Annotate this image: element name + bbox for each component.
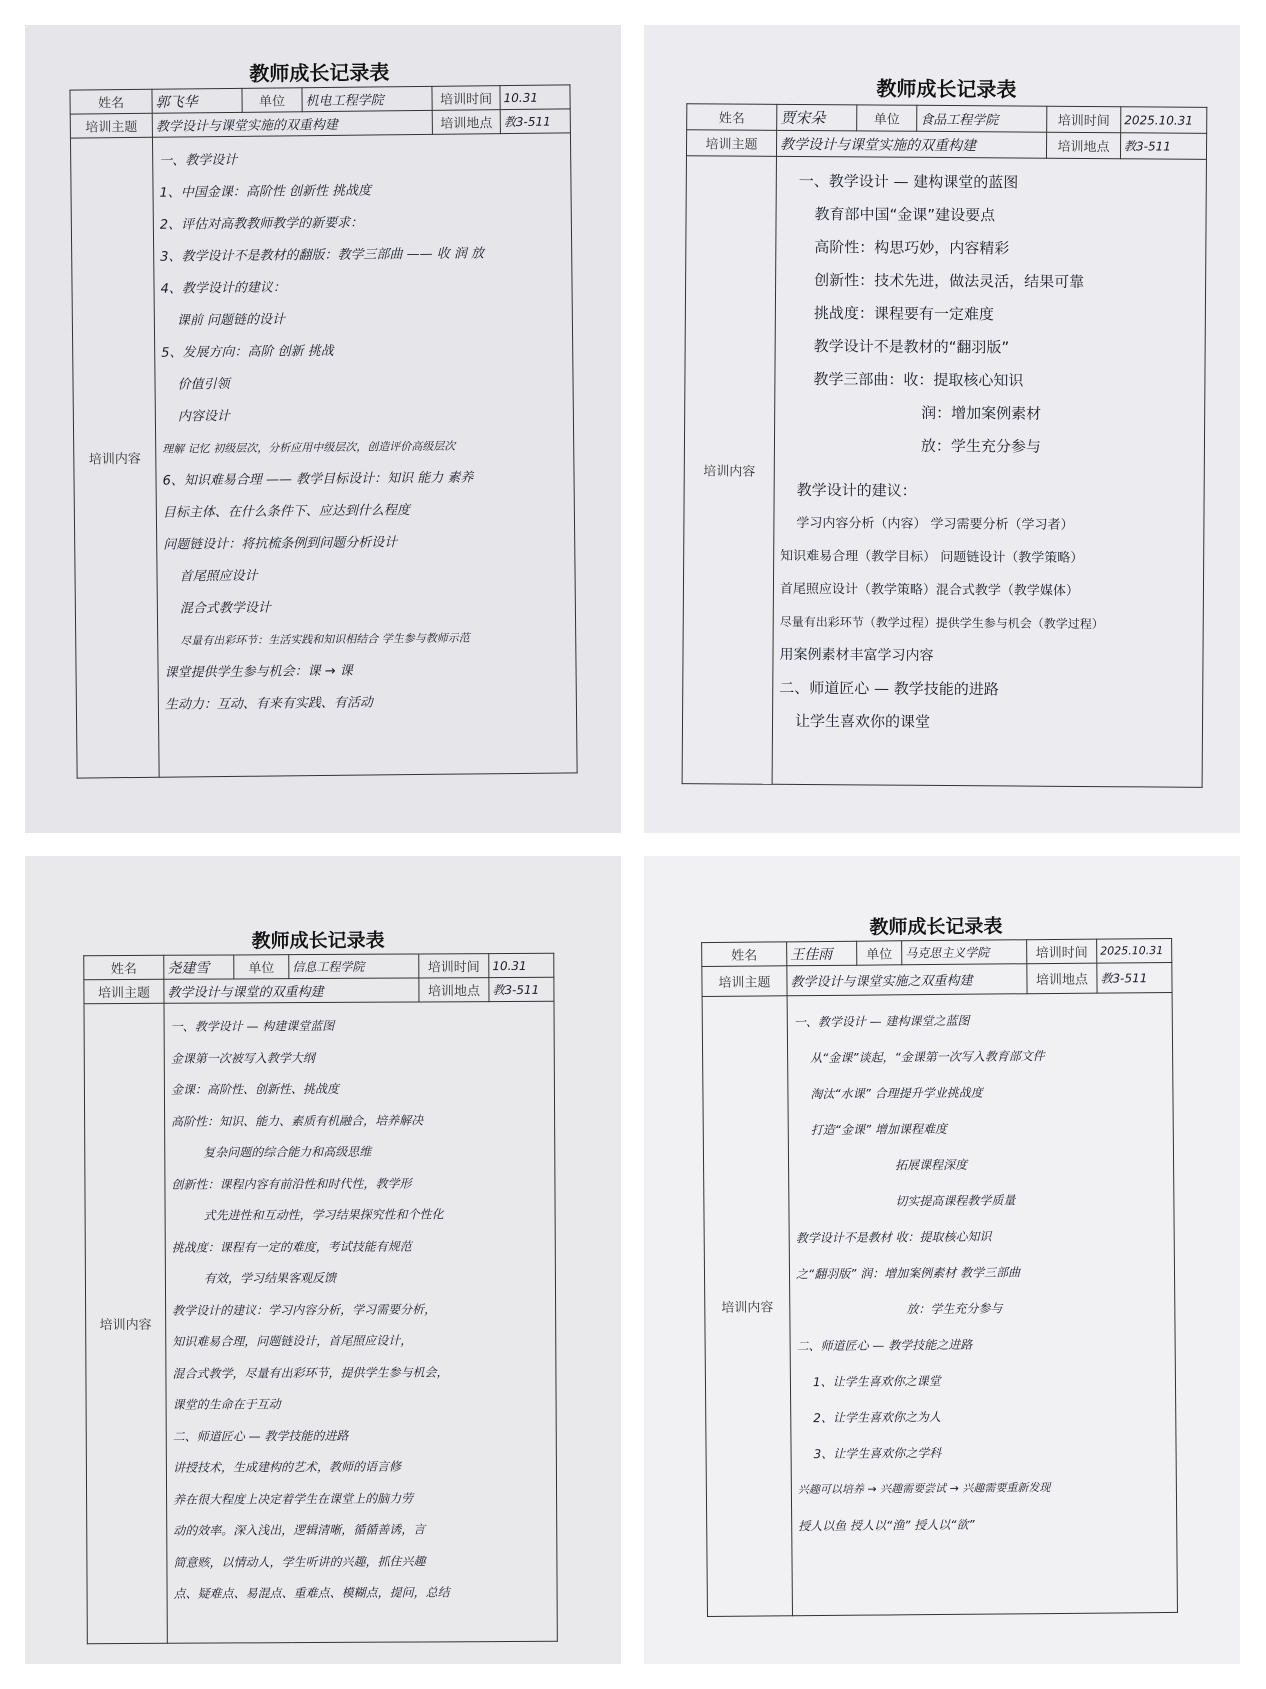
topic-value: 教学设计与课堂实施的双重构建 xyxy=(776,130,1046,158)
topic-value: 教学设计与课堂的双重构建 xyxy=(164,978,419,1003)
content-line: 动的效率。深入浅出，逻辑清晰，循循善诱，言 xyxy=(173,1522,426,1538)
record-sheet xyxy=(681,71,1206,810)
content-area xyxy=(152,133,577,777)
time-value: 2025.10.31 xyxy=(1097,938,1172,963)
content-line: 二、师道匠心 — 教学技能的进路 xyxy=(779,678,999,699)
topic-label: 培训主题 xyxy=(702,966,787,997)
time-label: 培训时间 xyxy=(1027,939,1097,964)
topic-label: 培训主题 xyxy=(686,130,776,157)
content-line: 价值引领 xyxy=(177,376,230,393)
content-line: 放：学生充分参与 xyxy=(906,1301,1003,1317)
content-label: 培训内容 xyxy=(84,1003,167,1643)
content-line: 切实提高课程教学质量 xyxy=(895,1193,1016,1209)
content-line: 知识难易合理（教学目标） 问题链设计（教学策略） xyxy=(780,548,1084,566)
sheet-title: 教师成长记录表 xyxy=(869,915,1003,939)
content-line: 一、教学设计 — 建构课堂之蓝图 xyxy=(793,1013,970,1030)
content-line: 挑战度：课程有一定的难度，考试技能有规范 xyxy=(171,1239,412,1255)
content-line: 6、知识难易合理 —— 教学目标设计：知识 能力 素养 xyxy=(162,470,474,489)
topic-value: 教学设计与课堂实施的双重构建 xyxy=(152,110,432,137)
content-line: 淘汰“水课” 合理提升学业挑战度 xyxy=(810,1085,983,1102)
place-value: 教3-511 xyxy=(500,109,570,134)
time-value: 10.31 xyxy=(500,85,570,110)
record-sheet xyxy=(69,54,577,799)
name-label: 姓名 xyxy=(70,89,152,114)
time-value: 2025.10.31 xyxy=(1121,107,1207,134)
content-line: 之“翻羽版” 润：增加案例素材 教学三部曲 xyxy=(795,1265,1021,1282)
content-line: 点、疑难点、易混点、重难点、模糊点，提问，总结 xyxy=(173,1585,450,1601)
place-value: 教3-511 xyxy=(1097,962,1172,993)
place-label: 培训地点 xyxy=(1027,963,1097,994)
form-photo-4 xyxy=(644,856,1240,1664)
form-photo-1 xyxy=(25,25,621,833)
content-line: 2、让学生喜欢你之为人 xyxy=(813,1409,941,1426)
topic-label: 培训主题 xyxy=(70,113,152,138)
content-label: 培训内容 xyxy=(70,137,159,778)
sheet-title: 教师成长记录表 xyxy=(876,76,1017,102)
content-line: 金课第一次被写入教学大纲 xyxy=(170,1050,315,1066)
content-line: 二、师道匠心 — 教学技能之进路 xyxy=(796,1337,973,1354)
content-line: 3、教学设计不是教材的翻版：教学三部曲 —— 收 润 放 xyxy=(160,246,485,265)
unit-label: 单位 xyxy=(857,941,902,965)
record-table xyxy=(69,84,577,778)
content-line: 教育部中国“金课”建设要点 xyxy=(814,205,996,225)
place-value: 教3-511 xyxy=(489,977,554,1001)
content-line: 5、发展方向：高阶 创新 挑战 xyxy=(161,343,334,361)
content-line: 用案例素材丰富学习内容 xyxy=(779,646,934,664)
content-line: 目标主体、在什么条件下、应达到什么程度 xyxy=(162,503,410,521)
name-value: 贾宋朵 xyxy=(777,104,857,131)
unit-value: 食品工程学院 xyxy=(917,105,1047,132)
content-line: 创新性：技术先进，做法灵活，结果可靠 xyxy=(814,271,1085,291)
content-line: 创新性：课程内容有前沿性和时代性，教学形 xyxy=(171,1176,412,1192)
name-value: 王佳雨 xyxy=(787,941,857,966)
content-line: 生动力：互动、有来有实践、有活动 xyxy=(164,695,373,713)
name-label: 姓名 xyxy=(687,104,777,131)
content-line: 授人以鱼 授人以“渔” 授人以“欲” xyxy=(798,1517,975,1534)
time-label: 培训时间 xyxy=(432,86,500,111)
time-value: 10.31 xyxy=(489,953,554,977)
sheet-title: 教师成长记录表 xyxy=(251,929,385,953)
content-line: 尽量有出彩环节：生活实践和知识相结合 学生参与教师示范 xyxy=(180,631,470,648)
content-line: 让学生喜欢你的课堂 xyxy=(794,711,931,731)
form-photo-2 xyxy=(644,25,1240,833)
place-label: 培训地点 xyxy=(1046,132,1120,159)
content-line: 1、中国金课：高阶性 创新性 挑战度 xyxy=(159,183,372,201)
place-label: 培训地点 xyxy=(419,978,489,1002)
content-line: 有效，学习结果客观反馈 xyxy=(203,1270,336,1286)
content-line: 复杂问题的综合能力和高级思维 xyxy=(203,1144,372,1160)
content-line: 一、教学设计 — 建构课堂的蓝图 xyxy=(798,171,1019,192)
record-table xyxy=(83,953,558,1644)
content-line: 尽量有出彩环节（教学过程）提供学生参与机会（教学过程） xyxy=(779,614,1104,632)
unit-label: 单位 xyxy=(242,88,302,113)
name-value: 尧建雪 xyxy=(164,955,234,979)
record-table xyxy=(682,103,1208,788)
content-line: 一、教学设计 xyxy=(159,152,238,169)
unit-label: 单位 xyxy=(857,105,917,131)
content-line: 教学设计的建议： xyxy=(796,480,917,500)
content-line: 教学设计不是教材的“翻羽版” xyxy=(813,337,1010,357)
content-line: 首尾照应设计（教学策略）混合式教学（教学媒体） xyxy=(779,581,1080,599)
content-line: 混合式教学设计 xyxy=(179,600,271,617)
topic-value: 教学设计与课堂实施之双重构建 xyxy=(787,964,1027,996)
content-line: 金课：高阶性、创新性、挑战度 xyxy=(170,1081,339,1097)
form-photo-3 xyxy=(25,856,621,1664)
content-line: 简意赅，以情动人，学生听讲的兴趣，抓住兴趣 xyxy=(173,1553,426,1570)
content-line: 放：学生充分参与 xyxy=(920,436,1042,456)
content-line: 从“金课”谈起，“金课第一次写入教育部文件 xyxy=(810,1049,1045,1066)
name-label: 姓名 xyxy=(84,955,164,979)
content-line: 打造“金课” 增加课程难度 xyxy=(810,1121,948,1138)
content-area xyxy=(772,156,1206,787)
unit-value: 信息工程学院 xyxy=(289,954,419,979)
content-line: 高阶性：构思巧妙，内容精彩 xyxy=(814,238,1010,258)
name-value: 郭飞华 xyxy=(152,88,242,113)
content-line: 润：增加案例素材 xyxy=(921,403,1042,423)
content-line: 学习内容分析（内容） 学习需要分析（学习者） xyxy=(796,515,1074,533)
content-line: 2、评估对高教教师教学的新要求： xyxy=(159,215,364,233)
content-label: 培训内容 xyxy=(702,996,792,1617)
content-line: 养在很大程度上决定着学生在课堂上的脑力劳 xyxy=(173,1491,414,1507)
content-line: 3、让学生喜欢你之学科 xyxy=(813,1445,942,1462)
unit-value: 机电工程学院 xyxy=(302,86,432,111)
topic-label: 培训主题 xyxy=(84,979,164,1003)
content-line: 兴趣可以培养 → 兴趣需要尝试 → 兴趣需要重新发现 xyxy=(797,1481,1051,1497)
content-line: 1、让学生喜欢你之课堂 xyxy=(812,1373,941,1390)
unit-value: 马克思主义学院 xyxy=(902,940,1027,965)
content-line: 式先进性和互动性，学习结果探究性和个性化 xyxy=(203,1207,444,1223)
content-line: 讲授技术，生成建构的艺术，教师的语言修 xyxy=(172,1459,401,1475)
content-line: 首尾照应设计 xyxy=(179,568,258,585)
content-label: 培训内容 xyxy=(682,156,776,785)
record-sheet xyxy=(83,925,557,1657)
unit-label: 单位 xyxy=(234,955,289,979)
content-line: 一、教学设计 — 构建课堂蓝图 xyxy=(170,1018,335,1034)
record-sheet xyxy=(701,910,1177,1634)
content-line: 课前 问题链的设计 xyxy=(176,312,286,329)
content-line: 挑战度：课程要有一定难度 xyxy=(813,304,994,324)
content-area xyxy=(787,992,1177,1615)
content-line: 课堂的生命在于互动 xyxy=(172,1397,281,1412)
content-line: 混合式教学，尽量有出彩环节，提供学生参与机会， xyxy=(172,1364,449,1381)
content-line: 知识难易合理，问题链设计，首尾照应设计， xyxy=(172,1333,413,1349)
content-line: 教学三部曲：收：提取核心知识 xyxy=(813,370,1024,390)
time-label: 培训时间 xyxy=(419,954,489,978)
name-label: 姓名 xyxy=(702,942,787,967)
content-line: 4、教学设计的建议： xyxy=(160,280,286,297)
content-area xyxy=(164,1001,557,1643)
place-label: 培训地点 xyxy=(432,110,500,135)
content-line: 问题链设计：将抗梳条例到问题分析设计 xyxy=(163,535,398,553)
record-table xyxy=(701,938,1178,1617)
content-line: 理解 记忆 初级层次，分析应用中级层次，创造评价高级层次 xyxy=(162,439,456,456)
content-line: 内容设计 xyxy=(177,408,230,425)
content-line: 教学设计不是教材 收：提取核心知识 xyxy=(795,1229,992,1246)
time-label: 培训时间 xyxy=(1047,106,1121,133)
content-line: 二、师道匠心 — 教学技能的进路 xyxy=(172,1428,349,1444)
content-line: 课堂提供学生参与机会：课 → 课 xyxy=(164,663,353,681)
content-line: 高阶性：知识、能力、素质有机融合，培养解决 xyxy=(171,1112,424,1129)
place-value: 教3-511 xyxy=(1120,133,1206,160)
sheet-title: 教师成长记录表 xyxy=(249,60,390,86)
content-line: 拓展课程深度 xyxy=(895,1157,968,1173)
content-line: 教学设计的建议：学习内容分析，学习需要分析， xyxy=(172,1301,437,1318)
